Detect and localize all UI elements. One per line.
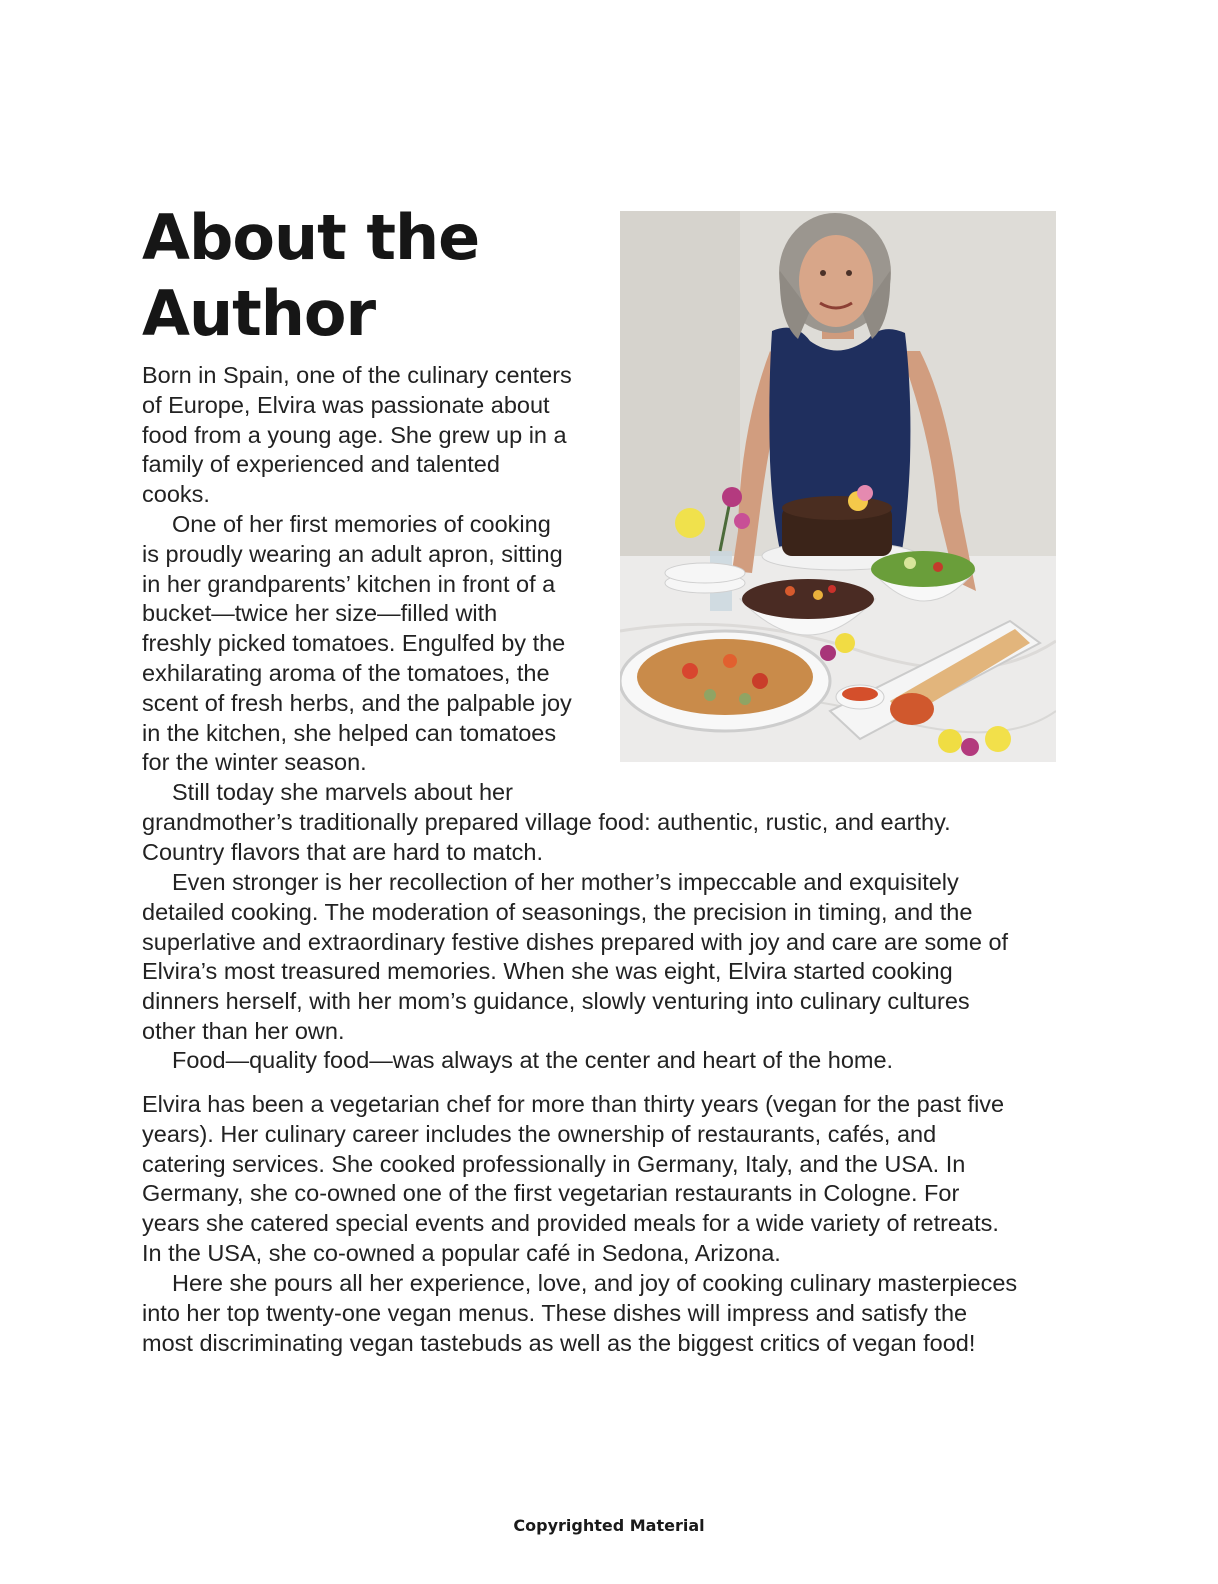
text-line: superlative and extraordinary festive dishes prepared with joy and care are some of	[142, 928, 1009, 955]
text-line: Here she pours all her experience, love, and joy of cooking culinary masterpieces	[172, 1270, 1018, 1296]
text-line: years she catered special events and provided meals for a wide variety of retreats.	[142, 1210, 999, 1237]
text-line: dinners herself, with her mom’s guidance, slowly venturing into culinary cultures	[142, 988, 970, 1015]
text-line: for the winter season.	[142, 749, 367, 776]
text-line: Even stronger is her recollection of her mother’s impeccable and exquisitely	[172, 869, 959, 895]
page-title: About the Author	[142, 201, 480, 350]
text-line: cooks.	[142, 481, 210, 508]
author-photo	[620, 211, 1056, 762]
bio-mother-paragraph	[142, 868, 1072, 1047]
text-line: One of her first memories of cooking	[172, 511, 551, 537]
text-line: bucket—twice her size—filled with	[142, 600, 498, 627]
text-line: Elvira’s most treasured memories. When she was eight, Elvira started cooking	[142, 958, 953, 985]
text-line: in her grandparents’ kitchen in front of a	[142, 570, 556, 597]
text-line: Country flavors that are hard to match.	[142, 838, 543, 865]
text-line: into her top twenty-one vegan menus. These dishes will impress and satisfy the	[142, 1299, 968, 1326]
author-photo-illustration	[620, 211, 1056, 762]
text-line: Born in Spain, one of the culinary centers	[142, 362, 572, 388]
text-line: of Europe, Elvira was passionate about	[142, 391, 550, 418]
bio-intro-paragraph	[142, 361, 612, 510]
copyright-footer: Copyrighted Material	[513, 1516, 705, 1535]
text-line: Food—quality food—was always at the center and heart of the home.	[172, 1047, 894, 1073]
text-line: exhilarating aroma of the tomatoes, the	[142, 659, 550, 686]
bio-career-paragraph	[142, 1090, 1072, 1269]
text-line: scent of fresh herbs, and the palpable joy	[142, 689, 572, 716]
text-line: grandmother’s traditionally prepared village food: authentic, rustic, and earthy.	[142, 808, 951, 835]
text-line: food from a young age. She grew up in a	[142, 421, 567, 448]
text-line: other than her own.	[142, 1017, 345, 1044]
text-line: family of experienced and talented	[142, 451, 500, 478]
text-line: Germany, she co-owned one of the first vegetarian restaurants in Cologne. For	[142, 1180, 960, 1207]
text-line: in the kitchen, she helped can tomatoes	[142, 719, 557, 746]
text-line: catering services. She cooked professionally in Germany, Italy, and the USA. In	[142, 1150, 966, 1177]
text-line: detailed cooking. The moderation of seasonings, the precision in timing, and the	[142, 898, 973, 925]
text-line: freshly picked tomatoes. Engulfed by the	[142, 630, 566, 657]
bio-home-paragraph	[142, 1046, 1072, 1076]
bio-grandmother-paragraph	[142, 778, 1072, 867]
text-line: Still today she marvels about her	[172, 779, 513, 805]
bio-first-memory-paragraph	[142, 510, 612, 778]
bio-closing-paragraph	[142, 1269, 1072, 1358]
text-line: most discriminating vegan tastebuds as well as the biggest critics of vegan food!	[142, 1329, 976, 1356]
text-line: years). Her culinary career includes the ownership of restaurants, cafés, and	[142, 1120, 937, 1147]
text-line: is proudly wearing an adult apron, sitting	[142, 540, 563, 567]
text-line: In the USA, she co-owned a popular café in Sedona, Arizona.	[142, 1239, 781, 1266]
text-line: Elvira has been a vegetarian chef for more than thirty years (vegan for the past five	[142, 1091, 1005, 1117]
